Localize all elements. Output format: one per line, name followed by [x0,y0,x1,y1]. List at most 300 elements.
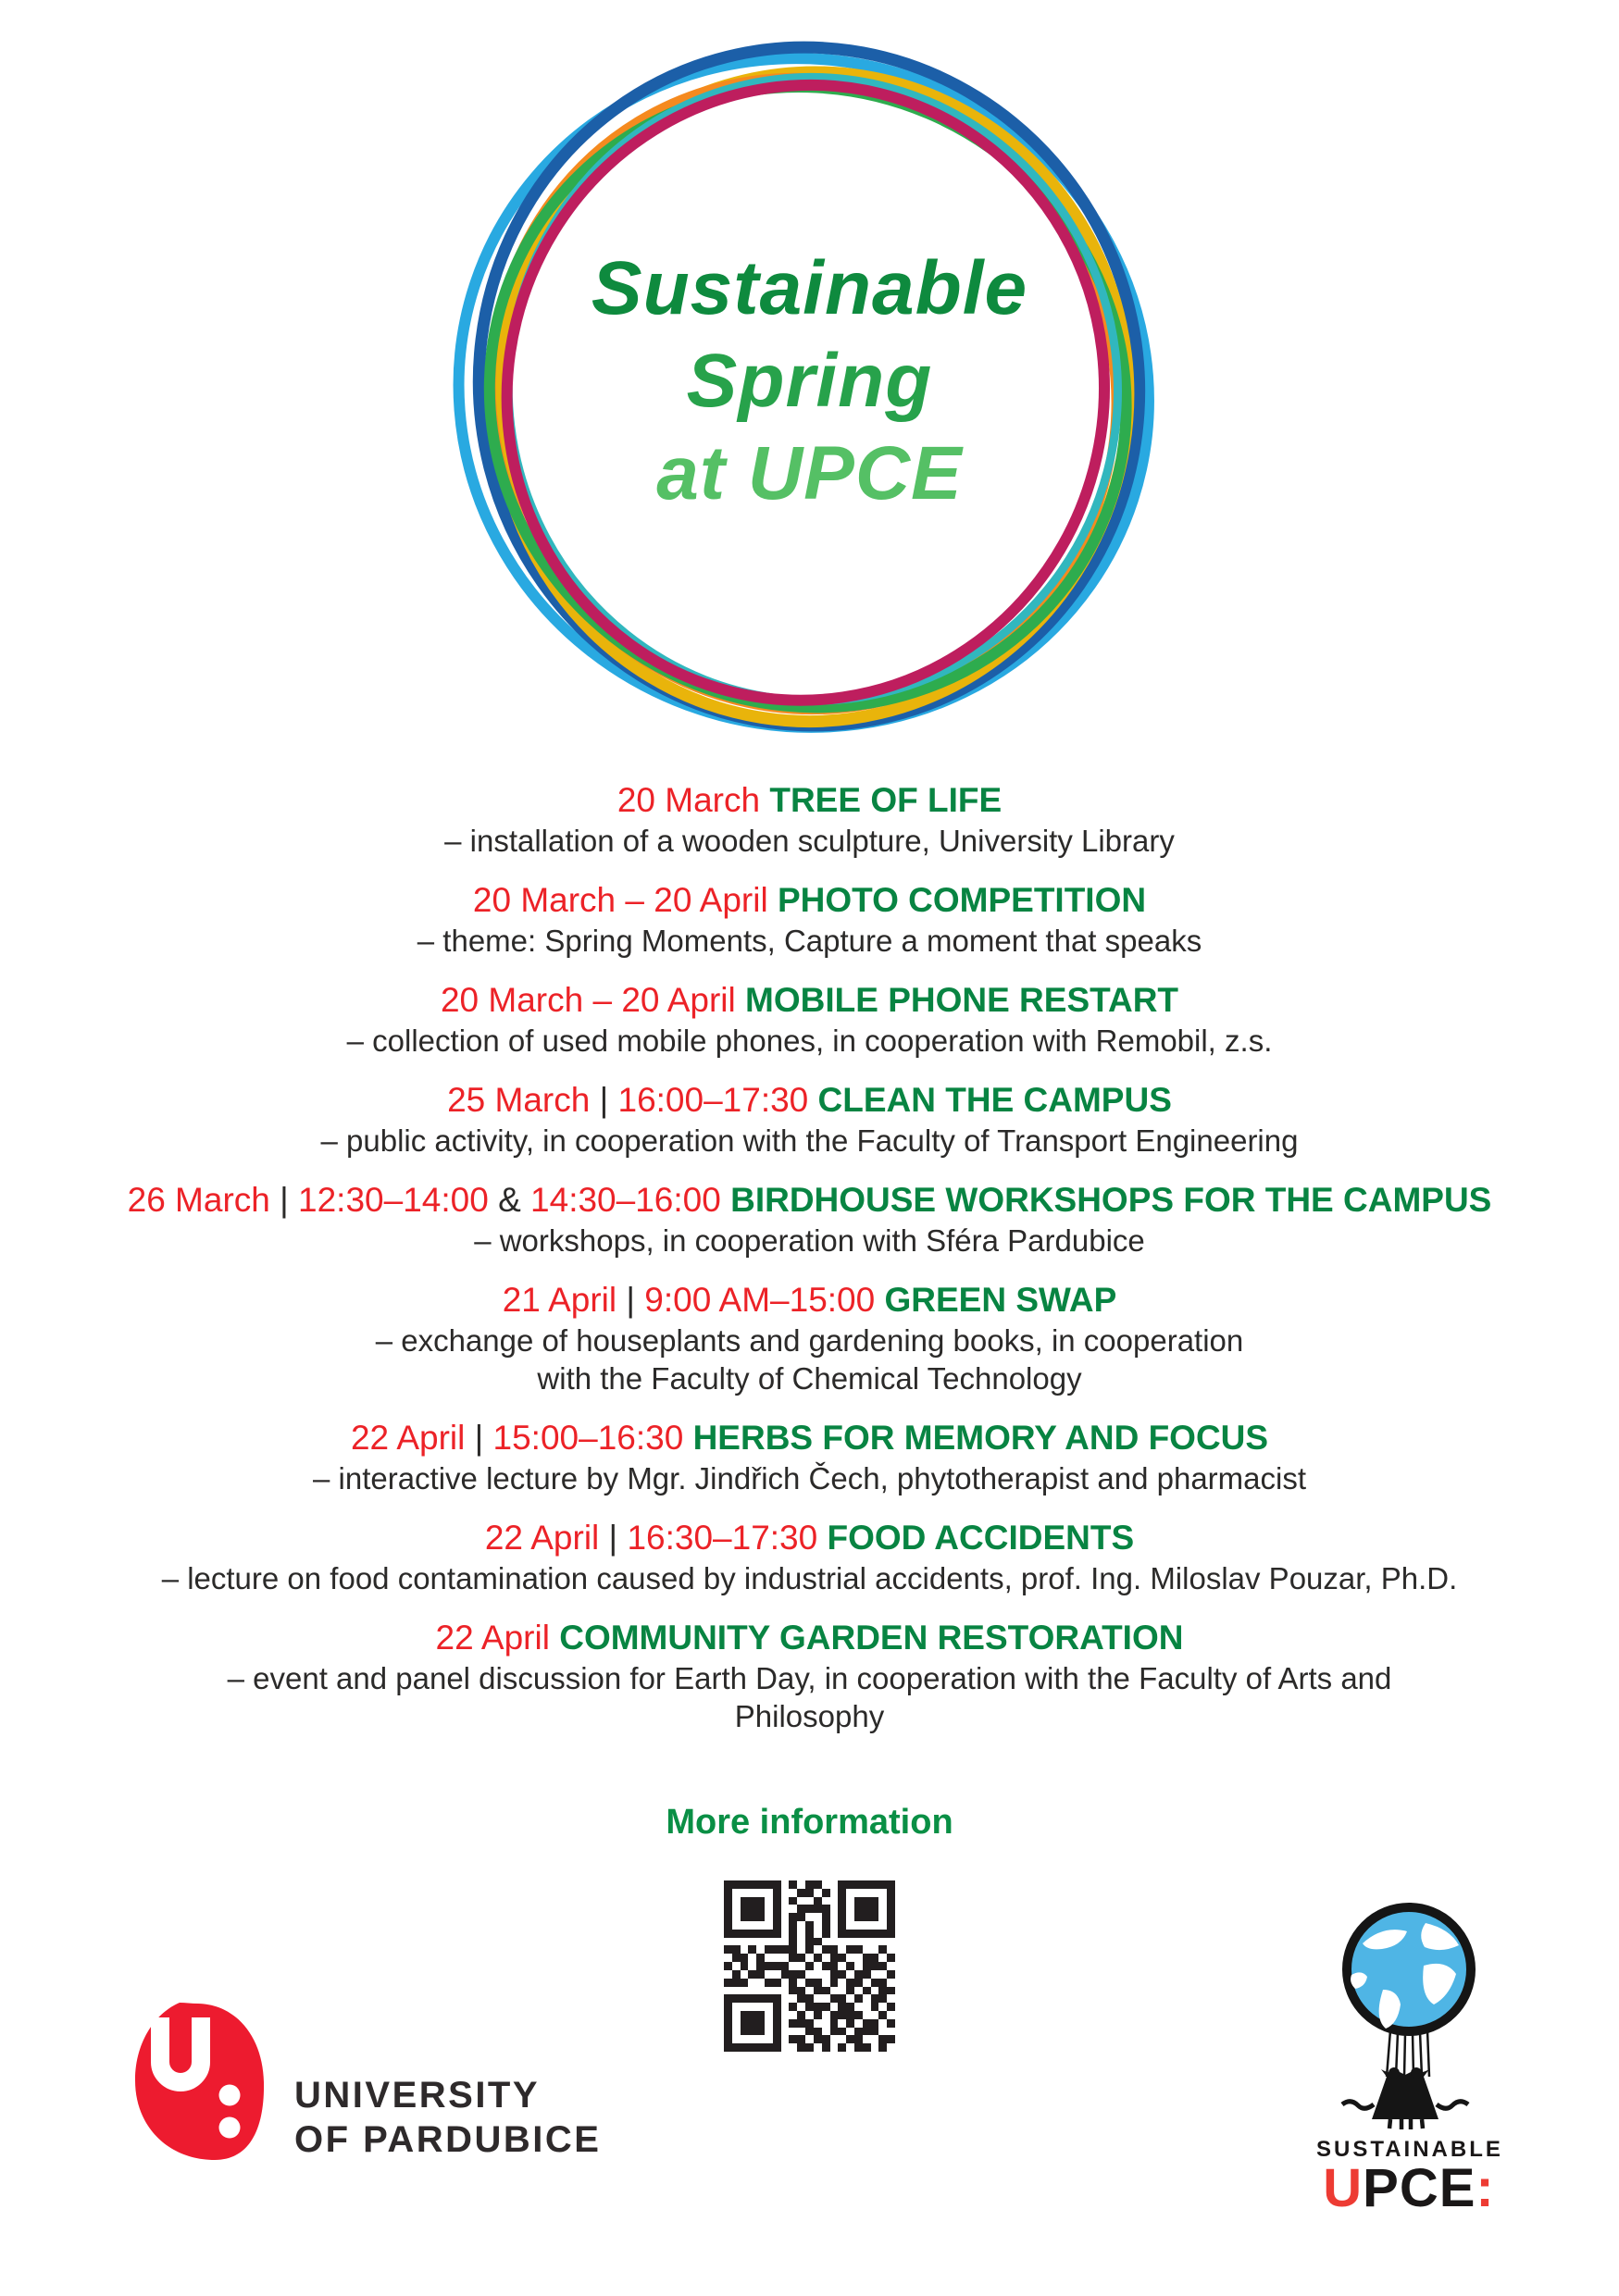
qr-module [724,2028,732,2036]
qr-module [854,1905,863,1913]
qr-module [863,1954,871,1962]
qr-module [814,1913,822,1921]
qr-module [781,2028,790,2036]
qr-module [878,2028,887,2036]
qr-module [822,1962,830,1970]
qr-module [887,1921,895,1930]
qr-module [822,2043,830,2052]
qr-module [830,2043,839,2052]
qr-module [741,2003,749,2011]
qr-module [854,1889,863,1897]
qr-module [748,1938,756,1946]
qr-module [748,2028,756,2036]
event-block [22,1179,1597,1260]
qr-module [756,1889,765,1897]
qr-module [797,1954,805,1962]
qr-module [756,1880,765,1889]
qr-module [741,2028,749,2036]
qr-module [756,1905,765,1913]
qr-module [789,1913,797,1921]
qr-module [797,2043,805,2052]
qr-module [854,1880,863,1889]
event-date-time: & [488,1181,531,1219]
event-title: HERBS FOR MEMORY AND FOCUS [692,1419,1269,1457]
qr-module [878,1954,887,1962]
qr-module [863,1979,871,1987]
qr-module [878,1987,887,1995]
qr-module [871,1889,879,1897]
qr-module [863,1905,871,1913]
qr-module [846,1945,854,1954]
qr-module [741,1987,749,1995]
qr-module [822,1979,830,1987]
qr-module [748,1880,756,1889]
qr-module [830,2035,839,2043]
qr-module [741,1897,749,1905]
qr-module [756,2011,765,2019]
qr-module [846,2019,854,2028]
qr-module [863,2011,871,2019]
qr-module [741,1889,749,1897]
qr-module [814,1994,822,2003]
upce-colon: : [1476,2158,1495,2218]
qr-module [814,1945,822,1954]
qr-module [830,1913,839,1921]
qr-module [789,2043,797,2052]
qr-module [724,1889,732,1897]
qr-module [781,2043,790,2052]
event-description: – lecture on food contamination caused by industrial accidents, prof. Ing. Miloslav Pouzar, Ph.D. [161,1561,1458,1595]
qr-module [797,1889,805,1897]
qr-module [748,1970,756,1979]
qr-module [838,1979,846,1987]
qr-module [732,1970,741,1979]
qr-module [756,1954,765,1962]
qr-module [724,1938,732,1946]
qr-module [871,2035,879,2043]
qr-module [773,1897,781,1905]
qr-module [830,1962,839,1970]
qr-module [724,1994,732,2003]
qr-module [871,1962,879,1970]
qr-module [830,1880,839,1889]
qr-module [854,2011,863,2019]
title-line-2: Spring [686,339,933,423]
qr-module [887,2043,895,2052]
qr-module [871,2003,879,2011]
qr-module [871,1970,879,1979]
qr-module [830,1921,839,1930]
qr-module [781,1970,790,1979]
event-date-time: 20 March [616,781,770,819]
event-date-time: 20 March – 20 April [472,881,778,919]
qr-module [863,1994,871,2003]
qr-module [789,1945,797,1954]
qr-module [863,2003,871,2011]
qr-module [724,2011,732,2019]
qr-module [814,1930,822,1938]
qr-module [878,1979,887,1987]
qr-module [822,2011,830,2019]
qr-module [863,1930,871,1938]
qr-module [765,2028,773,2036]
qr-module [887,1962,895,1970]
qr-module [863,1897,871,1905]
event-heading [22,1517,1597,1559]
qr-module [765,2043,773,2052]
qr-module [756,1938,765,1946]
qr-module [838,2043,846,2052]
qr-module [781,1954,790,1962]
qr-module [765,2035,773,2043]
qr-module [741,2035,749,2043]
qr-module [854,1954,863,1962]
qr-module [748,1987,756,1995]
qr-module [838,1905,846,1913]
event-date-time: 16:30–17:30 [627,1519,828,1557]
qr-module [756,1970,765,1979]
qr-module [871,2019,879,2028]
qr-module [732,1897,741,1905]
qr-module [822,1897,830,1905]
sustainable-upce-logo [1316,1899,1503,2218]
qr-module [822,1987,830,1995]
qr-module [748,1994,756,2003]
qr-module [814,1921,822,1930]
qr-module [724,2043,732,2052]
qr-module [765,1987,773,1995]
qr-module [781,1945,790,1954]
qr-module [871,1954,879,1962]
qr-module [773,2043,781,2052]
qr-module [878,1889,887,1897]
event-description: – workshops, in cooperation with Sféra Pardubice [474,1223,1145,1258]
qr-module [863,1938,871,1946]
qr-module [887,2028,895,2036]
qr-module [878,1913,887,1921]
qr-module [724,1970,732,1979]
event-block [22,1417,1597,1497]
qr-module [741,1921,749,1930]
qr-module [732,1962,741,1970]
qr-module [789,1962,797,1970]
qr-module [732,1930,741,1938]
qr-module [748,1930,756,1938]
qr-module [878,1945,887,1954]
qr-module [854,1970,863,1979]
qr-module [797,1994,805,2003]
event-title: MOBILE PHONE RESTART [745,981,1179,1019]
qr-module [822,1970,830,1979]
qr-module [789,1889,797,1897]
qr-module [765,1954,773,1962]
qr-module [863,1987,871,1995]
event-block [22,1279,1597,1397]
qr-module [846,2035,854,2043]
event-heading [22,1079,1597,1122]
qr-module [887,1880,895,1889]
qr-module [741,1994,749,2003]
qr-module [871,1921,879,1930]
qr-module [781,2035,790,2043]
qr-module [773,2011,781,2019]
qr-module [773,1905,781,1913]
more-information-link[interactable]: More information [666,1803,953,1842]
qr-module [773,1979,781,1987]
event-date-time: 9:00 AM–15:00 [644,1281,885,1319]
event-description: – installation of a wooden sculpture, University Library [444,824,1175,858]
qr-module [756,1945,765,1954]
qr-module [797,2019,805,2028]
event-date-time: 16:00–17:30 [617,1081,818,1119]
poster-title [0,242,1619,520]
qr-module [854,1987,863,1995]
qr-module [748,1945,756,1954]
qr-module [854,1945,863,1954]
event-date-time: 22 April [484,1519,600,1557]
qr-module [748,1897,756,1905]
qr-module [765,1962,773,1970]
qr-module [724,1913,732,1921]
upce-letters-pce: PCE [1363,2158,1476,2218]
qr-module [773,2028,781,2036]
qr-module [797,2028,805,2036]
qr-module [822,1954,830,1962]
qr-module [814,1954,822,1962]
qr-module [863,1889,871,1897]
qr-module [765,1945,773,1954]
qr-module [756,1979,765,1987]
qr-module [732,1921,741,1930]
qr-module [814,1897,822,1905]
qr-module [846,1987,854,1995]
qr-module [854,1913,863,1921]
qr-module [854,1979,863,1987]
qr-module [822,2019,830,2028]
qr-module [748,1921,756,1930]
qr-module [789,2028,797,2036]
qr-module [838,1994,846,2003]
qr-module [871,2028,879,2036]
qr-module [797,1987,805,1995]
qr-module [878,1930,887,1938]
qr-module [773,2019,781,2028]
qr-module [830,2011,839,2019]
qr-module [863,2028,871,2036]
qr-module [765,1938,773,1946]
qr-module [732,1880,741,1889]
qr-module [878,2003,887,2011]
qr-module [846,1913,854,1921]
qr-module [732,2019,741,2028]
qr-module [830,1938,839,1946]
qr-module [797,1938,805,1946]
qr-module [878,2011,887,2019]
qr-module [805,2011,814,2019]
qr-module [830,1905,839,1913]
qr-module [887,1897,895,1905]
qr-module [781,1880,790,1889]
qr-module [773,1962,781,1970]
qr-module [732,1954,741,1962]
qr-module [789,1987,797,1995]
qr-module [846,1970,854,1979]
qr-module [863,1880,871,1889]
qr-module [732,1987,741,1995]
qr-module [838,1945,846,1954]
qr-module [732,2003,741,2011]
qr-module [805,1954,814,1962]
qr-module [797,1921,805,1930]
qr-module [814,1905,822,1913]
qr-module [838,1897,846,1905]
qr-module [724,2035,732,2043]
qr-module [822,1921,830,1930]
qr-module [797,1897,805,1905]
qr-module [854,1921,863,1930]
qr-module [838,2003,846,2011]
qr-module [789,1880,797,1889]
university-name [294,2073,601,2162]
event-title: GREEN SWAP [884,1281,1117,1319]
qr-module [805,1905,814,1913]
event-date-time: | [599,1519,628,1557]
qr-module [781,1897,790,1905]
qr-module [854,1994,863,2003]
qr-module [797,1962,805,1970]
event-heading [22,1417,1597,1459]
qr-module [838,2035,846,2043]
qr-module [830,1994,839,2003]
qr-module [748,2043,756,2052]
event-heading [22,1179,1597,1222]
qr-module [797,1979,805,1987]
qr-module [741,1954,749,1962]
qr-module [846,2028,854,2036]
qr-module [871,1880,879,1889]
qr-module [805,1979,814,1987]
qr-module [830,1954,839,1962]
event-date-time: 25 March [447,1081,591,1119]
qr-module [756,1994,765,2003]
qr-code [724,1880,895,2052]
qr-module [773,2035,781,2043]
qr-module [846,1897,854,1905]
qr-module [854,2035,863,2043]
event-date-time: | [616,1281,645,1319]
event-date-time: 21 April [502,1281,617,1319]
qr-module [887,1889,895,1897]
qr-module [830,1897,839,1905]
qr-module [887,2003,895,2011]
qr-module [846,1880,854,1889]
university-of-pardubice-logo-icon [130,1997,268,2166]
qr-module [871,2011,879,2019]
qr-module [887,1970,895,1979]
qr-module [805,1930,814,1938]
qr-module [781,1913,790,1921]
qr-module [748,1962,756,1970]
qr-module [781,1962,790,1970]
qr-module [773,1880,781,1889]
qr-module [846,1994,854,2003]
qr-module [814,1962,822,1970]
qr-module [830,2003,839,2011]
qr-module [741,1945,749,1954]
qr-module [724,1954,732,1962]
event-block [22,979,1597,1060]
qr-module [724,1905,732,1913]
qr-module [732,2043,741,2052]
qr-module [741,2019,749,2028]
qr-module [887,1905,895,1913]
qr-module [805,1921,814,1930]
event-date-time: | [269,1181,299,1219]
qr-module [814,2043,822,2052]
event-title: FOOD ACCIDENTS [827,1519,1135,1557]
qr-module [765,1913,773,1921]
qr-module [789,1954,797,1962]
qr-module [822,1938,830,1946]
qr-module [781,2019,790,2028]
qr-module [724,1962,732,1970]
qr-module [756,1962,765,1970]
event-description: – event and panel discussion for Earth Day, in cooperation with the Faculty of Arts and [227,1661,1392,1695]
qr-module [773,1987,781,1995]
qr-module [838,1880,846,1889]
event-title: BIRDHOUSE WORKSHOPS FOR THE CAMPUS [730,1181,1492,1219]
sustainable-label: SUSTAINABLE [1316,2137,1503,2162]
qr-module [789,2003,797,2011]
qr-module [846,1889,854,1897]
qr-module [797,1930,805,1938]
qr-module [741,1979,749,1987]
qr-module [846,2003,854,2011]
qr-module [748,2003,756,2011]
qr-module [756,1913,765,1921]
qr-module [822,1945,830,1954]
event-date-time: 12:30–14:00 [298,1181,489,1219]
qr-module [822,2035,830,2043]
qr-module [846,1938,854,1946]
qr-module [830,2019,839,2028]
qr-module [871,1905,879,1913]
qr-module [748,1954,756,1962]
qr-module [887,1987,895,1995]
qr-module [887,1994,895,2003]
qr-module [887,2011,895,2019]
qr-module [748,2019,756,2028]
qr-module [741,1938,749,1946]
event-description: – theme: Spring Moments, Capture a moment that speaks [417,924,1202,958]
qr-module [797,1880,805,1889]
qr-module [838,1938,846,1946]
event-title: TREE OF LIFE [769,781,1003,819]
qr-module [854,2028,863,2036]
qr-module [756,2003,765,2011]
qr-module [765,2011,773,2019]
qr-module [732,2035,741,2043]
qr-module [756,1897,765,1905]
qr-module [846,2043,854,2052]
qr-module [805,1962,814,1970]
qr-module [838,1921,846,1930]
qr-module [724,2003,732,2011]
event-date-time: 14:30–16:00 [530,1181,731,1219]
qr-module [732,2028,741,2036]
qr-module [724,1979,732,1987]
event-block [22,1517,1597,1597]
